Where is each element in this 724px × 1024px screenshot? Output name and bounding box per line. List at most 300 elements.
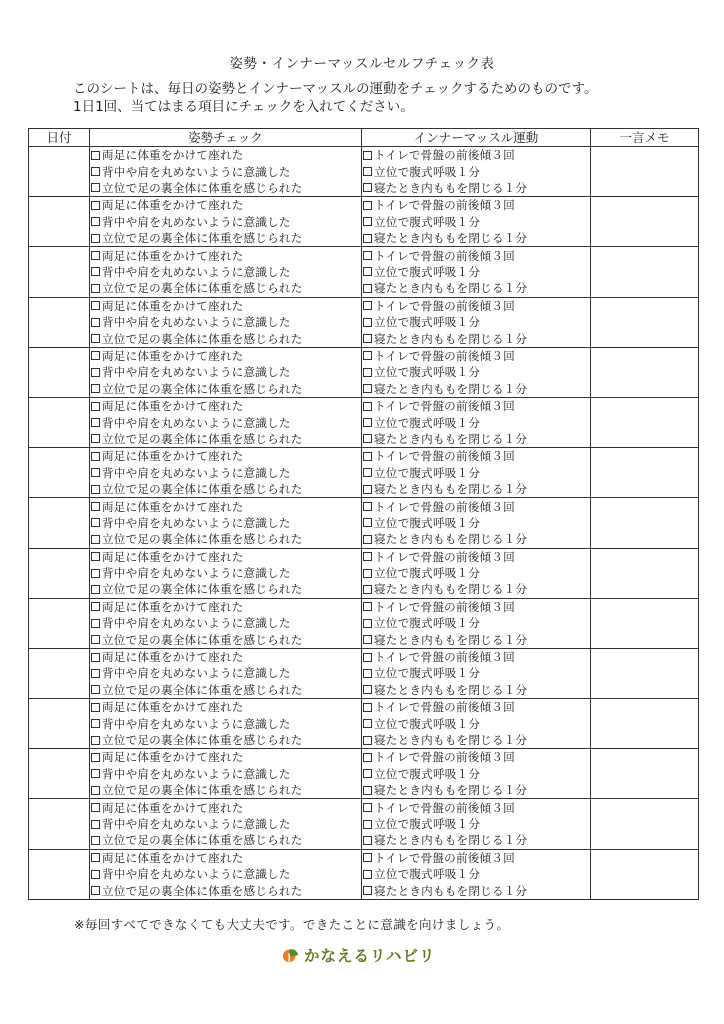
check-item-label: 寝たとき内ももを閉じる１分 (374, 582, 528, 597)
checkbox[interactable] (91, 284, 100, 293)
posture-check-item (90, 882, 361, 898)
checkbox[interactable] (363, 719, 372, 728)
inner-check-item (362, 163, 590, 179)
check-item-label: 背中や肩を丸めないように意識した (102, 164, 291, 179)
checkbox[interactable] (91, 318, 100, 327)
checkbox[interactable] (91, 301, 100, 310)
checkbox[interactable] (363, 502, 372, 511)
date-cell[interactable] (29, 849, 90, 899)
checkbox[interactable] (91, 619, 100, 628)
checkbox[interactable] (363, 217, 372, 226)
inner-check-item (362, 147, 590, 163)
check-item-label: 立位で足の裏全体に体重を感じられた (102, 281, 303, 296)
date-cell[interactable] (29, 498, 90, 548)
posture-check-item (90, 465, 361, 481)
checkbox[interactable] (91, 351, 100, 360)
inner-muscle-cell (362, 749, 591, 799)
checkbox[interactable] (91, 653, 100, 662)
memo-cell[interactable] (591, 147, 699, 197)
date-cell[interactable] (29, 147, 90, 197)
posture-check-item (90, 699, 361, 715)
checkbox[interactable] (91, 719, 100, 728)
checkbox[interactable] (363, 318, 372, 327)
checkbox[interactable] (91, 753, 100, 762)
checkbox[interactable] (363, 703, 372, 712)
inner-check-item (362, 481, 590, 497)
inner-check-item (362, 180, 590, 196)
logo-leaf-icon (282, 946, 300, 964)
date-cell[interactable] (29, 247, 90, 297)
check-item-label: トイレで骨盤の前後傾３回 (374, 650, 515, 665)
table-row (29, 498, 699, 548)
checkbox[interactable] (363, 803, 372, 812)
posture-check-item (90, 147, 361, 163)
memo-cell[interactable] (591, 498, 699, 548)
check-item-label: 両足に体重をかけて座れた (102, 750, 244, 765)
intro-line-2: 1日1回、当てはまる項目にチェックを入れてください。 (73, 99, 414, 115)
check-item-label: トイレで骨盤の前後傾３回 (374, 148, 515, 163)
header-posture: 姿勢チェック (90, 129, 362, 147)
posture-cell (90, 548, 362, 598)
posture-check-item (90, 782, 361, 798)
posture-check-item (90, 214, 361, 230)
check-item-label: 立位で足の裏全体に体重を感じられた (102, 381, 303, 396)
check-item-label: 立位で足の裏全体に体重を感じられた (102, 632, 303, 647)
footer-note: ※毎回すべてできなくても大丈夫です。できたことに意識を向けましょう。 (74, 917, 510, 932)
table-row (29, 297, 699, 347)
checkbox[interactable] (91, 803, 100, 812)
inner-check-item (362, 465, 590, 481)
intro-line-1: このシートは、毎日の姿勢とインナーマッスルの運動をチェックするためのものです。 (73, 81, 598, 97)
checkbox[interactable] (91, 183, 100, 192)
check-item-label: トイレで骨盤の前後傾３回 (374, 750, 515, 765)
date-cell[interactable] (29, 799, 90, 849)
checkbox[interactable] (91, 234, 100, 243)
inner-muscle-cell (362, 347, 591, 397)
inner-check-item (362, 498, 590, 514)
posture-cell (90, 448, 362, 498)
check-item-label: トイレで骨盤の前後傾３回 (374, 499, 515, 514)
inner-check-item (362, 816, 590, 832)
check-item-label: トイレで骨盤の前後傾３回 (374, 549, 515, 564)
checkbox[interactable] (91, 535, 100, 544)
inner-check-item (362, 749, 590, 765)
check-item-label: 背中や肩を丸めないように意識した (102, 415, 291, 430)
inner-muscle-cell (362, 297, 591, 347)
header-inner-muscle: インナーマッスル運動 (362, 129, 591, 147)
posture-check-item (90, 799, 361, 815)
memo-cell[interactable] (591, 699, 699, 749)
posture-check-item (90, 414, 361, 430)
check-item-label: 立位で足の裏全体に体重を感じられた (102, 431, 303, 446)
memo-cell[interactable] (591, 849, 699, 899)
inner-check-item (362, 799, 590, 815)
memo-cell[interactable] (591, 247, 699, 297)
check-item-label: 両足に体重をかけて座れた (102, 549, 244, 564)
check-item-label: 両足に体重をかけて座れた (102, 248, 244, 263)
check-item-label: 立位で腹式呼吸１分 (374, 465, 481, 480)
check-item-label: トイレで骨盤の前後傾３回 (374, 449, 515, 464)
inner-check-item (362, 247, 590, 263)
inner-check-item (362, 280, 590, 296)
posture-cell (90, 347, 362, 397)
date-cell[interactable] (29, 197, 90, 247)
inner-muscle-cell (362, 598, 591, 648)
checkbox[interactable] (91, 820, 100, 829)
checkbox[interactable] (363, 284, 372, 293)
checkbox[interactable] (363, 452, 372, 461)
check-item-label: 立位で腹式呼吸１分 (374, 415, 481, 430)
date-cell[interactable] (29, 648, 90, 698)
inner-check-item (362, 398, 590, 414)
posture-check-item (90, 381, 361, 397)
check-item-label: 背中や肩を丸めないように意識した (102, 214, 291, 229)
inner-check-item (362, 882, 590, 898)
checkbox[interactable] (363, 535, 372, 544)
posture-check-item (90, 866, 361, 882)
checkbox[interactable] (91, 552, 100, 561)
checkbox[interactable] (363, 585, 372, 594)
table-row (29, 247, 699, 297)
checkbox[interactable] (363, 786, 372, 795)
check-item-label: 両足に体重をかけて座れた (102, 850, 244, 865)
table-row (29, 849, 699, 899)
check-item-label: 背中や肩を丸めないように意識した (102, 716, 291, 731)
inner-check-item (362, 214, 590, 230)
checkbox[interactable] (91, 201, 100, 210)
checkbox[interactable] (363, 886, 372, 895)
checkbox[interactable] (363, 201, 372, 210)
inner-check-item (362, 197, 590, 213)
checkbox[interactable] (91, 685, 100, 694)
check-item-label: 両足に体重をかけて座れた (102, 700, 244, 715)
posture-cell (90, 197, 362, 247)
check-item-label: 両足に体重をかけて座れた (102, 449, 244, 464)
check-item-label: 背中や肩を丸めないように意識した (102, 616, 291, 631)
date-cell[interactable] (29, 297, 90, 347)
inner-check-item (362, 565, 590, 581)
posture-cell (90, 297, 362, 347)
checkbox[interactable] (91, 485, 100, 494)
date-cell[interactable] (29, 448, 90, 498)
date-cell[interactable] (29, 548, 90, 598)
check-item-label: 背中や肩を丸めないように意識した (102, 867, 291, 882)
inner-muscle-cell (362, 498, 591, 548)
posture-cell (90, 648, 362, 698)
checkbox[interactable] (363, 351, 372, 360)
inner-check-item (362, 330, 590, 346)
memo-cell[interactable] (591, 548, 699, 598)
posture-check-item (90, 565, 361, 581)
inner-check-item (362, 431, 590, 447)
inner-check-item (362, 766, 590, 782)
check-item-label: 両足に体重をかけて座れた (102, 198, 244, 213)
inner-muscle-cell (362, 699, 591, 749)
inner-check-item (362, 298, 590, 314)
date-cell[interactable] (29, 749, 90, 799)
inner-check-item (362, 782, 590, 798)
check-item-label: 寝たとき内ももを閉じる１分 (374, 331, 528, 346)
posture-check-item (90, 398, 361, 414)
inner-check-item (362, 615, 590, 631)
memo-cell[interactable] (591, 799, 699, 849)
posture-check-item (90, 163, 361, 179)
posture-check-item (90, 314, 361, 330)
checkbox[interactable] (363, 736, 372, 745)
check-item-label: 立位で足の裏全体に体重を感じられた (102, 231, 303, 246)
table-row (29, 548, 699, 598)
checkbox[interactable] (363, 167, 372, 176)
posture-cell (90, 699, 362, 749)
checkbox[interactable] (363, 402, 372, 411)
checkbox[interactable] (363, 485, 372, 494)
checkbox[interactable] (363, 569, 372, 578)
checkbox[interactable] (363, 251, 372, 260)
posture-check-item (90, 682, 361, 698)
checkbox[interactable] (91, 569, 100, 578)
check-item-label: 寝たとき内ももを閉じる１分 (374, 883, 528, 898)
checkbox[interactable] (363, 334, 372, 343)
checkbox[interactable] (363, 183, 372, 192)
checkbox[interactable] (91, 518, 100, 527)
check-item-label: 背中や肩を丸めないように意識した (102, 264, 291, 279)
check-item-label: 両足に体重をかけて座れた (102, 650, 244, 665)
posture-check-item (90, 180, 361, 196)
checkbox[interactable] (91, 452, 100, 461)
checkbox[interactable] (363, 753, 372, 762)
check-item-label: トイレで骨盤の前後傾３回 (374, 599, 515, 614)
posture-check-item (90, 816, 361, 832)
check-item-label: 寝たとき内ももを閉じる１分 (374, 733, 528, 748)
checkbox[interactable] (363, 267, 372, 276)
checkbox[interactable] (363, 635, 372, 644)
date-cell[interactable] (29, 397, 90, 447)
table-row (29, 749, 699, 799)
checkbox[interactable] (363, 685, 372, 694)
posture-check-item (90, 832, 361, 848)
check-item-label: 立位で腹式呼吸１分 (374, 716, 481, 731)
checkbox[interactable] (91, 635, 100, 644)
checkbox[interactable] (363, 434, 372, 443)
check-item-label: 背中や肩を丸めないように意識した (102, 515, 291, 530)
inner-check-item (362, 549, 590, 565)
checkbox[interactable] (363, 468, 372, 477)
inner-check-item (362, 631, 590, 647)
checkbox[interactable] (91, 786, 100, 795)
posture-check-item (90, 481, 361, 497)
check-item-label: 両足に体重をかけて座れた (102, 399, 244, 414)
check-item-label: 寝たとき内ももを閉じる１分 (374, 231, 528, 246)
checkbox[interactable] (363, 368, 372, 377)
header-memo: 一言メモ (591, 129, 699, 147)
checkbox[interactable] (91, 853, 100, 862)
check-item-label: 背中や肩を丸めないように意識した (102, 365, 291, 380)
checkbox[interactable] (91, 384, 100, 393)
memo-cell[interactable] (591, 598, 699, 648)
inner-check-item (362, 381, 590, 397)
check-item-label: 背中や肩を丸めないように意識した (102, 766, 291, 781)
checkbox[interactable] (91, 267, 100, 276)
header-row (29, 129, 699, 147)
date-cell[interactable] (29, 598, 90, 648)
checkbox[interactable] (363, 853, 372, 862)
checkbox[interactable] (363, 234, 372, 243)
inner-check-item (362, 832, 590, 848)
posture-check-item (90, 298, 361, 314)
check-item-label: 立位で足の裏全体に体重を感じられた (102, 532, 303, 547)
checkbox[interactable] (363, 653, 372, 662)
posture-cell (90, 247, 362, 297)
check-item-label: 両足に体重をかけて座れた (102, 800, 244, 815)
inner-check-item (362, 682, 590, 698)
check-item-label: トイレで骨盤の前後傾３回 (374, 850, 515, 865)
posture-cell (90, 498, 362, 548)
checkbox[interactable] (91, 167, 100, 176)
posture-cell (90, 147, 362, 197)
memo-cell[interactable] (591, 448, 699, 498)
inner-muscle-cell (362, 147, 591, 197)
checkbox[interactable] (91, 334, 100, 343)
checkbox[interactable] (363, 384, 372, 393)
checkbox[interactable] (91, 602, 100, 611)
posture-check-item (90, 766, 361, 782)
check-item-label: 背中や肩を丸めないように意識した (102, 817, 291, 832)
checkbox[interactable] (363, 552, 372, 561)
checkbox[interactable] (91, 151, 100, 160)
checkbox[interactable] (91, 402, 100, 411)
checkbox[interactable] (91, 886, 100, 895)
inner-check-item (362, 448, 590, 464)
check-item-label: 寝たとき内ももを閉じる１分 (374, 682, 528, 697)
check-item-label: 立位で足の裏全体に体重を感じられた (102, 180, 303, 195)
table-row (29, 147, 699, 197)
checkbox[interactable] (91, 736, 100, 745)
table-row (29, 799, 699, 849)
posture-check-item (90, 615, 361, 631)
checkbox[interactable] (363, 418, 372, 427)
checkbox[interactable] (91, 703, 100, 712)
inner-check-item (362, 699, 590, 715)
inner-check-item (362, 850, 590, 866)
checkbox[interactable] (363, 870, 372, 879)
posture-check-item (90, 264, 361, 280)
check-item-label: 立位で足の裏全体に体重を感じられた (102, 482, 303, 497)
check-item-label: 両足に体重をかけて座れた (102, 348, 244, 363)
checkbox[interactable] (363, 820, 372, 829)
checkbox[interactable] (91, 669, 100, 678)
checkbox[interactable] (91, 217, 100, 226)
checkbox[interactable] (91, 434, 100, 443)
memo-cell[interactable] (591, 297, 699, 347)
memo-cell[interactable] (591, 749, 699, 799)
memo-cell[interactable] (591, 648, 699, 698)
checkbox[interactable] (363, 151, 372, 160)
inner-check-item (362, 515, 590, 531)
inner-muscle-cell (362, 548, 591, 598)
check-item-label: 両足に体重をかけて座れた (102, 599, 244, 614)
posture-check-item (90, 631, 361, 647)
posture-check-item (90, 448, 361, 464)
posture-check-item (90, 715, 361, 731)
posture-cell (90, 749, 362, 799)
check-item-label: 立位で足の裏全体に体重を感じられた (102, 682, 303, 697)
inner-muscle-cell (362, 799, 591, 849)
checkbox[interactable] (91, 368, 100, 377)
memo-cell[interactable] (591, 197, 699, 247)
posture-check-item (90, 197, 361, 213)
check-item-label: トイレで骨盤の前後傾３回 (374, 348, 515, 363)
inner-check-item (362, 599, 590, 615)
check-item-label: 立位で足の裏全体に体重を感じられた (102, 883, 303, 898)
posture-check-item (90, 230, 361, 246)
posture-check-item (90, 649, 361, 665)
check-table (28, 128, 699, 900)
check-item-label: 背中や肩を丸めないように意識した (102, 315, 291, 330)
inner-check-item (362, 649, 590, 665)
checkbox[interactable] (363, 602, 372, 611)
checkbox[interactable] (91, 468, 100, 477)
posture-check-item (90, 531, 361, 547)
check-item-label: トイレで骨盤の前後傾３回 (374, 198, 515, 213)
checkbox[interactable] (91, 502, 100, 511)
checkbox[interactable] (91, 870, 100, 879)
check-item-label: 背中や肩を丸めないように意識した (102, 666, 291, 681)
check-item-label: 両足に体重をかけて座れた (102, 298, 244, 313)
date-cell[interactable] (29, 347, 90, 397)
checkbox[interactable] (91, 769, 100, 778)
date-cell[interactable] (29, 699, 90, 749)
checkbox[interactable] (363, 518, 372, 527)
check-item-label: 寝たとき内ももを閉じる１分 (374, 833, 528, 848)
check-item-label: 立位で腹式呼吸１分 (374, 264, 481, 279)
checkbox[interactable] (363, 619, 372, 628)
inner-muscle-cell (362, 448, 591, 498)
checkbox[interactable] (91, 251, 100, 260)
memo-cell[interactable] (591, 347, 699, 397)
inner-check-item (362, 581, 590, 597)
check-item-label: 背中や肩を丸めないように意識した (102, 566, 291, 581)
table-row (29, 648, 699, 698)
memo-cell[interactable] (591, 397, 699, 447)
header-date: 日付 (29, 129, 90, 147)
check-item-label: 立位で腹式呼吸１分 (374, 666, 481, 681)
checkbox[interactable] (91, 836, 100, 845)
checkbox[interactable] (363, 769, 372, 778)
inner-check-item (362, 732, 590, 748)
checkbox[interactable] (91, 585, 100, 594)
check-item-label: 寝たとき内ももを閉じる１分 (374, 281, 528, 296)
inner-check-item (362, 264, 590, 280)
posture-check-item (90, 280, 361, 296)
posture-check-item (90, 515, 361, 531)
posture-check-item (90, 850, 361, 866)
brand-logo (282, 943, 436, 967)
posture-check-item (90, 364, 361, 380)
checkbox[interactable] (91, 418, 100, 427)
checkbox[interactable] (363, 669, 372, 678)
checkbox[interactable] (363, 301, 372, 310)
check-item-label: 寝たとき内ももを閉じる１分 (374, 180, 528, 195)
inner-check-item (362, 866, 590, 882)
inner-check-item (362, 414, 590, 430)
table-row (29, 448, 699, 498)
check-item-label: 寝たとき内ももを閉じる１分 (374, 632, 528, 647)
check-item-label: 立位で腹式呼吸１分 (374, 817, 481, 832)
check-item-label: 立位で腹式呼吸１分 (374, 515, 481, 530)
posture-check-item (90, 330, 361, 346)
posture-check-item (90, 549, 361, 565)
checkbox[interactable] (363, 836, 372, 845)
